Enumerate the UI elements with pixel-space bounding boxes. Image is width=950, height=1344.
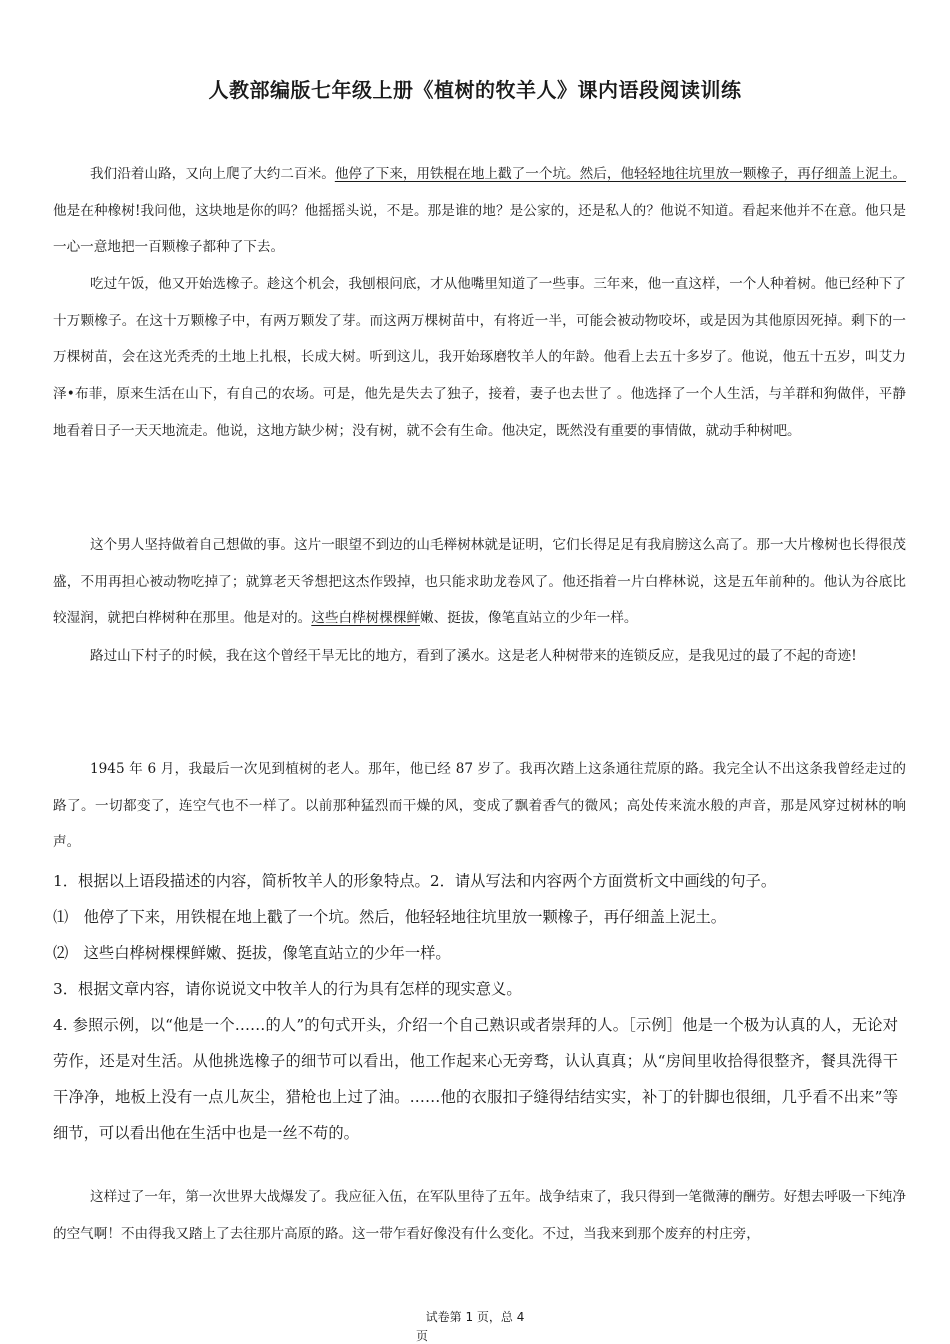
passage3-paragraph1: 1945 年 6 月，我最后一次见到植树的老人。那年，他已经 87 岁了。我再次踏上这条通往荒原的路。我完全认不出这条我曾经走过的路了。一切都变了，连空气也不一样了。以前那种猛烈而干燥的风，变成了飘着香气的微风；高处传来流水般的声音，那是风穿过树林的响声。 [53, 761, 906, 851]
question-1-2: 1．根据以上语段描述的内容，简析牧羊人的形象特点。2．请从写法和内容两个方面赏析文中画线的句子。 [53, 872, 777, 890]
passage2-paragraph2: 路过山下村子的时候，我在这个曾经干旱无比的地方，看到了溪水。这是老人种树带来的连锁反应，是我见过的最了不起的奇迹! [90, 648, 857, 664]
question-2-item-1: ⑴ 他停了下来，用铁棍在地上戳了一个坑。然后，他轻轻地往坑里放一颗橡子，再仔细盖上泥土。 [53, 908, 727, 926]
question-3: 3．根据文章内容，请你说说文中牧羊人的行为具有怎样的现实意义。 [53, 980, 522, 998]
page-title: 人教部编版七年级上册《植树的牧羊人》课内语段阅读训练 [208, 78, 742, 102]
underlined-sentence-1: 他停了下来，用铁棍在地上戳了一个坑。然后，他轻轻地往坑里放一颗橡子，再仔细盖上泥土。 [334, 166, 907, 182]
page-footer: 试卷第 1 页，总 4 [425, 1310, 525, 1324]
question-2-item-2: ⑵ 这些白桦树棵棵鲜嫩、挺拔，像笔直站立的少年一样。 [53, 944, 451, 962]
page-footer-line2: 页 [416, 1329, 429, 1343]
passage1-paragraph2: 吃过午饭，他又开始选橡子。趁这个机会，我刨根问底，才从他嘴里知道了一些事。三年来，他一直这样，一个人种着树。他已经种下了十万颗橡子。在这十万颗橡子中，有两万颗发了芽。而这两万棵树苗中，有将近一半，可能会被动物咬坏，或是因为其他原因死掉。剩下的一万棵树苗，会在这光秃秃的土地上扎根，长成大树。听到这儿，我开始琢磨牧羊人的年龄。他看上去五十多岁了。他说，他五十五岁，叫艾力泽•布菲，原来生活在山下，有自己的农场。可是，他先是失去了独子，接着，妻子也去世了 。他选择了一个人生活，与羊群和狗做伴，平静地看着日子一天天地流走。他说，这地方缺少树；没有树，就不会有生命。他决定，既然没有重要的事情做，就动手种树吧。 [53, 276, 906, 439]
question-4: 4. 参照示例，以“他是一个……的人”的句式开头，介绍一个自己熟识或者崇拜的人。［示例］他是一个极为认真的人，无论对劳作，还是对生活。从他挑选橡子的细节可以看出，他工作起来心无旁骛，认认真真；从“房间里收拾得很整齐，餐具洗得干干净净，地板上没有一点儿灰尘，猎枪也上过了油。……他的衣服扣子缝得结结实实，补丁的针脚也很细，几乎看不出来”等细节，可以看出他在生活中也是一丝不苟的。 [53, 1016, 898, 1142]
passage2-p1-before: 这个男人坚持做着自己想做的事。这片一眼望不到边的山毛榉树林就是证明，它们长得足足有我肩膀这么高了。那一大片橡树也长得很茂盛，不用再担心被动物吃掉了；就算老天爷想把这杰作毁掉，也只能求助龙卷风了。他还指着一片白桦林说，这是五年前种的。他认为谷底比较湿润，就把白桦树种在那里。他是对的。 [53, 537, 906, 627]
passage1-paragraph1 [53, 156, 906, 266]
passage1-p1-after: 他是在种橡树!我问他，这块地是你的吗？他摇摇头说，不是。那是谁的地？是公家的，还是私人的？他说不知道。看起来他并不在意。他只是一心一意地把一百颗橡子都种了下去。 [53, 202, 906, 256]
passage1-p1-before: 我们沿着山路，又向上爬了大约二百米。 [90, 166, 335, 182]
underlined-sentence-2: 这些白桦树棵棵鲜 [311, 610, 421, 627]
passage4-paragraph1: 这样过了一年，第一次世界大战爆发了。我应征入伍，在军队里待了五年。战争结束了，我只得到一笔微薄的酬劳。好想去呼吸一下纯净的空气啊！不由得我又踏上了去往那片高原的路。这一带乍看好像没有什么变化。不过，当我来到那个废弃的村庄旁， [53, 1189, 906, 1242]
passage2-paragraph1 [53, 527, 906, 637]
passage2-p1-after: 嫩、挺拔，像笔直站立的少年一样。 [420, 610, 638, 627]
